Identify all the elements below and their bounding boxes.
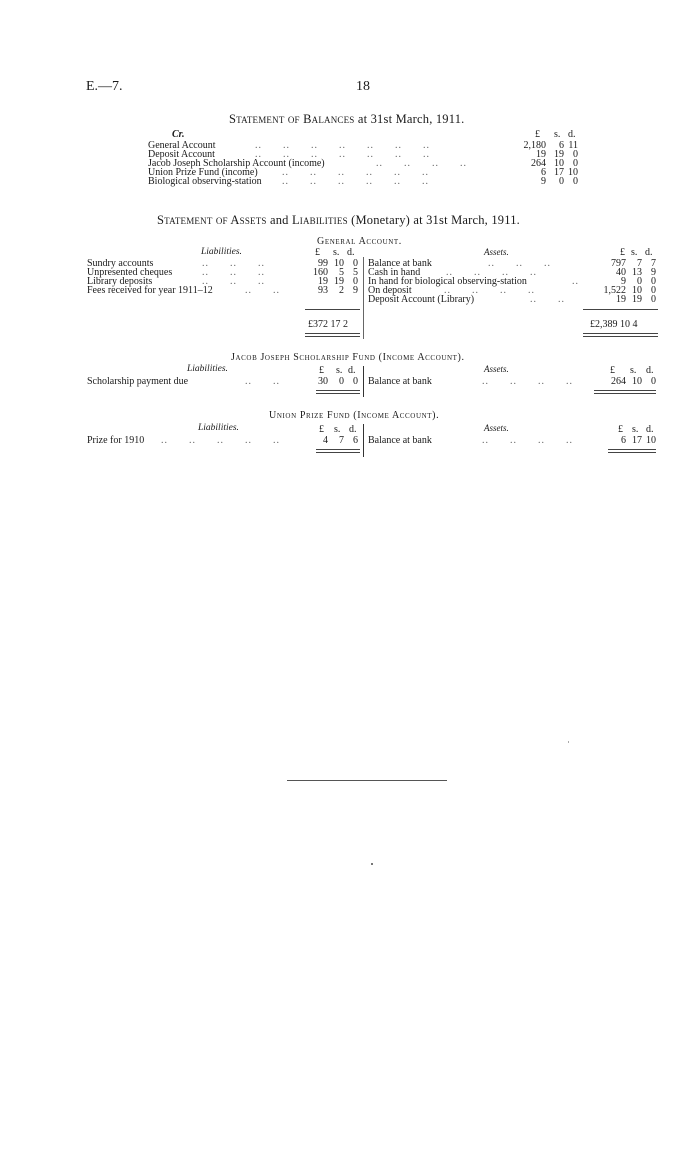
double-rule — [608, 449, 656, 450]
balance-shillings: 6 — [559, 140, 564, 151]
union-head-pence: d. — [349, 424, 357, 435]
balance-pence: 0 — [573, 176, 578, 187]
general-asset-shillings: 0 — [637, 276, 642, 287]
union-assets-head: Assets. — [484, 423, 509, 433]
general-liab-total: £372 17 2 — [308, 319, 348, 330]
union-asset-pence: 10 — [646, 435, 656, 446]
double-rule — [316, 393, 360, 394]
general-asset-pence: 0 — [651, 294, 656, 305]
column-divider — [363, 424, 364, 457]
union-asset-label: Balance at bank — [368, 435, 432, 446]
jacob-assets-head: Assets. — [484, 364, 509, 374]
leader-dots: .. .. .. .. — [482, 435, 573, 446]
column-divider — [363, 257, 364, 339]
jacob-liab-label: Scholarship payment due — [87, 376, 189, 387]
jacob-head-pounds: £ — [319, 365, 324, 376]
general-asset-pounds: 797 — [611, 258, 626, 269]
page-number: 18 — [356, 79, 370, 94]
al-title-rest: (Monetary) at 31st March, 1911. — [351, 213, 520, 227]
general-asset-shillings: 13 — [632, 267, 642, 278]
balances-title — [229, 112, 465, 127]
general-asset-label: Deposit Account (Library) — [368, 294, 475, 305]
jacob-asset-pounds: 264 — [611, 376, 626, 387]
jacob-asset-label: Balance at bank — [368, 376, 432, 387]
balance-shillings: 10 — [554, 158, 564, 169]
general-liab-shillings: 19 — [334, 276, 344, 287]
al-title-sc2: Liabilities — [291, 213, 348, 227]
general-liab-pounds: 99 — [318, 258, 328, 269]
general-liab-label: Library deposits — [87, 276, 153, 287]
leader-dots: .. .. .. .. .. .. — [282, 167, 429, 178]
double-rule — [594, 393, 656, 394]
jacob-liab-shillings: 0 — [339, 376, 344, 387]
general-liab-pence: 9 — [353, 285, 358, 296]
double-rule — [305, 336, 360, 337]
leader-dots: .. .. .. — [202, 276, 265, 287]
general-liab-pounds: 93 — [318, 285, 328, 296]
union-asset-head-pence: d. — [646, 424, 654, 435]
leader-dots: .. .. .. — [202, 258, 265, 269]
cr-label: Cr. — [172, 129, 185, 140]
general-liab-pounds: 19 — [318, 276, 328, 287]
double-rule — [316, 449, 360, 450]
general-liab-pence: 0 — [353, 258, 358, 269]
general-asset-pence: 0 — [651, 285, 656, 296]
jacob-asset-shillings: 10 — [632, 376, 642, 387]
union-liab-pence: 6 — [353, 435, 358, 446]
jacob-head-pence: d. — [348, 365, 356, 376]
union-asset-head-pounds: £ — [618, 424, 623, 435]
general-asset-total: £2,389 10 4 — [590, 319, 638, 330]
union-liab-label: Prize for 1910 — [87, 435, 145, 446]
leader-dots: .. .. .. .. .. — [161, 435, 280, 446]
union-head-shillings: s. — [334, 424, 341, 435]
balances-title-sc: Statement of Balances — [229, 112, 355, 126]
general-assets-head: Assets. — [484, 247, 509, 257]
balance-shillings: 0 — [559, 176, 564, 187]
double-rule — [583, 333, 658, 334]
general-liab-pence: 0 — [353, 276, 358, 287]
general-liab-pence: 5 — [353, 267, 358, 278]
balance-shillings: 19 — [554, 149, 564, 160]
jacob-asset-pence: 0 — [651, 376, 656, 387]
jacob-liab-pounds: 30 — [318, 376, 328, 387]
general-liab-shillings: 5 — [339, 267, 344, 278]
jacob-asset-head-shillings: s. — [630, 365, 637, 376]
balance-pence: 11 — [568, 140, 578, 151]
general-asset-head-pounds: £ — [620, 247, 625, 258]
jacob-liab-pence: 0 — [353, 376, 358, 387]
balance-row-label: Biological observing-station — [148, 176, 262, 187]
leader-dots: .. .. — [245, 376, 280, 387]
general-asset-pounds: 40 — [616, 267, 626, 278]
balance-pounds: 264 — [531, 158, 546, 169]
rule — [305, 309, 360, 310]
general-asset-label: Balance at bank — [368, 258, 432, 269]
leader-dots: .. .. .. .. — [376, 158, 467, 169]
double-rule — [305, 333, 360, 334]
balances-head-pence: d. — [568, 129, 576, 140]
general-liab-shillings: 10 — [334, 258, 344, 269]
leader-dots: .. .. .. .. .. .. — [282, 176, 429, 187]
leader-dots: .. .. .. .. .. .. .. — [255, 140, 430, 151]
balance-pence: 0 — [573, 149, 578, 160]
general-asset-pounds: 1,522 — [603, 285, 626, 296]
leader-dots: .. .. .. — [488, 258, 551, 269]
al-title-sc1: Statement of Assets — [157, 213, 267, 227]
union-head-pounds: £ — [319, 424, 324, 435]
balance-pounds: 19 — [536, 149, 546, 160]
general-liab-label: Unpresented cheques — [87, 267, 173, 278]
jacob-head-shillings: s. — [336, 365, 343, 376]
general-asset-pounds: 9 — [621, 276, 626, 287]
jacob-liabilities-head: Liabilities. — [187, 364, 228, 374]
general-account-heading: General Account. — [317, 236, 402, 247]
general-liab-head-pence: d. — [347, 247, 355, 258]
general-liab-pounds: 160 — [313, 267, 328, 278]
general-asset-pence: 7 — [651, 258, 656, 269]
leader-dots: .. .. .. .. — [482, 376, 573, 387]
document-code: E.—7. — [86, 79, 123, 94]
scan-speck — [371, 863, 373, 865]
general-asset-pence: 0 — [651, 276, 656, 287]
balance-row-label: General Account — [148, 140, 216, 151]
general-asset-shillings: 10 — [632, 285, 642, 296]
general-asset-label: On deposit — [368, 285, 412, 296]
union-asset-head-shillings: s. — [632, 424, 639, 435]
balance-pounds: 9 — [541, 176, 546, 187]
balance-shillings: 17 — [554, 167, 564, 178]
rule — [583, 309, 658, 310]
al-title-and: and — [269, 213, 289, 227]
balance-pounds: 2,180 — [523, 140, 546, 151]
assets-liabilities-title — [157, 213, 520, 228]
double-rule — [594, 390, 656, 391]
general-liab-label: Fees received for year 1911–12 — [87, 285, 213, 296]
scan-speck — [568, 741, 569, 743]
leader-dots: .. .. .. .. .. .. .. — [255, 149, 430, 160]
union-asset-pounds: 6 — [621, 435, 626, 446]
general-asset-shillings: 7 — [637, 258, 642, 269]
balance-pence: 0 — [573, 158, 578, 169]
general-liab-head-pounds: £ — [315, 247, 320, 258]
leader-dots: .. .. — [245, 285, 280, 296]
closing-rule — [287, 780, 447, 781]
general-liab-head-shillings: s. — [333, 247, 340, 258]
leader-dots: .. .. .. — [202, 267, 265, 278]
column-divider — [363, 366, 364, 397]
balance-pounds: 6 — [541, 167, 546, 178]
leader-dots: .. .. — [530, 294, 565, 305]
balances-head-shillings: s. — [554, 129, 561, 140]
general-asset-pounds: 19 — [616, 294, 626, 305]
balance-row-label: Union Prize Fund (income) — [148, 167, 258, 178]
double-rule — [608, 452, 656, 453]
union-asset-shillings: 17 — [632, 435, 642, 446]
union-liab-pounds: 4 — [323, 435, 328, 446]
general-asset-pence: 9 — [651, 267, 656, 278]
balances-title-rest: at 31st March, 1911. — [357, 112, 465, 126]
balance-row-label: Jacob Joseph Scholarship Account (income) — [148, 158, 325, 169]
balance-row-label: Deposit Account — [148, 149, 215, 160]
leader-dots: .. — [572, 276, 579, 287]
double-rule — [583, 336, 658, 337]
jacob-asset-head-pounds: £ — [610, 365, 615, 376]
general-asset-head-shillings: s. — [631, 247, 638, 258]
general-asset-shillings: 19 — [632, 294, 642, 305]
balance-pence: 10 — [568, 167, 578, 178]
leader-dots: .. .. .. .. — [444, 285, 535, 296]
jacob-asset-head-pence: d. — [646, 365, 654, 376]
leader-dots: .. .. .. .. — [446, 267, 537, 278]
double-rule — [316, 452, 360, 453]
double-rule — [316, 390, 360, 391]
general-liabilities-head: Liabilities. — [201, 247, 242, 257]
jacob-fund-heading: Jacob Joseph Scholarship Fund (Income Account). — [231, 352, 465, 363]
union-fund-heading: Union Prize Fund (Income Account). — [269, 410, 440, 421]
general-liab-shillings: 2 — [339, 285, 344, 296]
balances-head-pounds: £ — [535, 129, 540, 140]
general-liab-label: Sundry accounts — [87, 258, 154, 269]
general-asset-label: Cash in hand — [368, 267, 421, 278]
general-asset-head-pence: d. — [645, 247, 653, 258]
union-liabilities-head: Liabilities. — [198, 423, 239, 433]
union-liab-shillings: 7 — [339, 435, 344, 446]
general-asset-label: In hand for biological observing-station — [368, 276, 527, 287]
